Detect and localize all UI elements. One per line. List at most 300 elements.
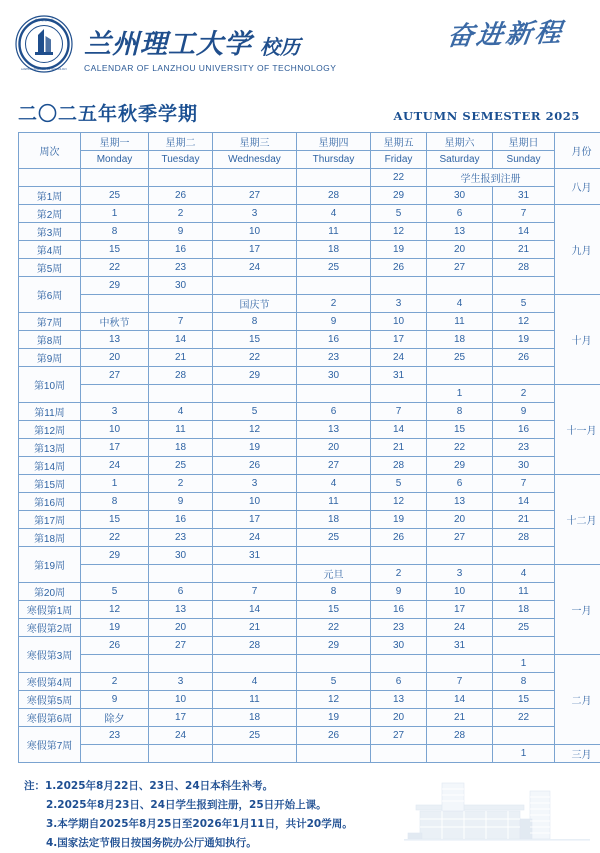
calendar-day-cell: 14 — [493, 493, 555, 511]
calendar-day-cell: 24 — [149, 727, 213, 745]
calendar-day-cell — [81, 655, 149, 673]
calendar-day-cell: 13 — [81, 331, 149, 349]
calendar-day-cell: 26 — [371, 529, 427, 547]
calendar-day-cell: 8 — [81, 493, 149, 511]
calendar-day-cell: 22 — [81, 529, 149, 547]
calendar-day-cell: 1 — [81, 475, 149, 493]
calendar-day-cell — [493, 727, 555, 745]
calendar-day-cell: 5 — [371, 475, 427, 493]
calendar-event-cell: 除夕 — [81, 709, 149, 727]
calendar-day-cell — [81, 565, 149, 583]
calendar-day-cell: 30 — [149, 547, 213, 565]
note-item — [24, 815, 600, 834]
week-label-cell: 第20周 — [19, 583, 81, 601]
calendar-day-cell: 2 — [493, 385, 555, 403]
calendar-day-cell: 11 — [493, 583, 555, 601]
calligraphy-motto: 奋进新程 — [445, 12, 566, 53]
note-text-3: 3.本学期自2025年8月25日至2026年1月11日，共计20学周。 — [46, 818, 353, 830]
calendar-day-cell: 16 — [297, 331, 371, 349]
calendar-day-cell: 19 — [81, 619, 149, 637]
calendar-day-cell: 20 — [427, 241, 493, 259]
calendar-week-row — [19, 403, 600, 421]
calendar-day-cell: 27 — [149, 637, 213, 655]
calendar-week-row — [19, 565, 600, 583]
calendar-day-cell: 23 — [81, 727, 149, 745]
calendar-day-cell: 9 — [493, 403, 555, 421]
month-label-cell: 三月 — [555, 745, 600, 763]
calendar-day-cell — [213, 169, 297, 187]
calendar-day-cell — [297, 277, 371, 295]
calendar-day-cell — [371, 745, 427, 763]
calendar-day-cell: 1 — [427, 385, 493, 403]
calendar-day-cell: 30 — [149, 277, 213, 295]
calendar-day-cell: 26 — [371, 259, 427, 277]
calendar-day-cell: 10 — [149, 691, 213, 709]
calendar-day-cell: 26 — [297, 727, 371, 745]
calendar-day-cell: 22 — [297, 619, 371, 637]
calendar-day-cell: 20 — [371, 709, 427, 727]
calendar-day-cell: 31 — [493, 187, 555, 205]
week-label-cell: 第3周 — [19, 223, 81, 241]
calendar-day-cell: 25 — [81, 187, 149, 205]
calendar-day-cell: 25 — [297, 529, 371, 547]
calendar-day-cell: 18 — [213, 709, 297, 727]
week-label-cell: 第17周 — [19, 511, 81, 529]
calendar-week-row — [19, 511, 600, 529]
calendar-day-cell: 6 — [427, 205, 493, 223]
calendar-day-cell: 25 — [297, 259, 371, 277]
calendar-day-cell: 27 — [427, 259, 493, 277]
month-label-cell: 一月 — [555, 565, 600, 655]
calendar-day-cell: 29 — [297, 637, 371, 655]
calendar-week-row — [19, 547, 600, 565]
calendar-day-cell: 27 — [371, 727, 427, 745]
calendar-day-cell: 15 — [81, 511, 149, 529]
calendar-day-cell: 4 — [427, 295, 493, 313]
calendar-day-cell: 20 — [149, 619, 213, 637]
calendar-day-cell: 15 — [213, 331, 297, 349]
calendar-day-cell — [149, 565, 213, 583]
col-header-day-en-4: Thursday — [297, 151, 371, 169]
calendar-day-cell: 27 — [297, 457, 371, 475]
calendar-week-row — [19, 367, 600, 385]
week-label-cell: 第11周 — [19, 403, 81, 421]
calendar-day-cell: 31 — [371, 367, 427, 385]
calendar-day-cell: 21 — [493, 511, 555, 529]
calendar-day-cell: 28 — [493, 259, 555, 277]
col-header-day-cn-3: 星期三 — [213, 133, 297, 151]
calendar-day-cell: 3 — [213, 475, 297, 493]
calendar-day-cell: 7 — [493, 205, 555, 223]
calendar-day-cell: 14 — [427, 691, 493, 709]
calendar-week-row — [19, 277, 600, 295]
col-header-day-cn-4: 星期四 — [297, 133, 371, 151]
calendar-day-cell: 7 — [493, 475, 555, 493]
notes-prefix: 注： — [24, 780, 45, 792]
note-text-2: 2.2025年8月23日、24日学生报到注册，25日开始上课。 — [46, 799, 327, 811]
calendar-day-cell: 5 — [213, 403, 297, 421]
calendar-day-cell — [493, 547, 555, 565]
calendar-day-cell: 4 — [297, 475, 371, 493]
week-label-cell: 第19周 — [19, 547, 81, 583]
calendar-week-row — [19, 313, 600, 331]
week-label-cell — [19, 169, 81, 187]
calendar-day-cell: 19 — [493, 331, 555, 349]
calendar-week-row — [19, 349, 600, 367]
calendar-day-cell: 22 — [493, 709, 555, 727]
calendar-day-cell: 5 — [371, 205, 427, 223]
month-label-cell: 九月 — [555, 205, 600, 295]
calendar-week-row — [19, 241, 600, 259]
calendar-day-cell: 30 — [371, 637, 427, 655]
calendar-week-row — [19, 457, 600, 475]
calendar-day-cell: 13 — [427, 223, 493, 241]
calendar-day-cell: 9 — [371, 583, 427, 601]
calendar-day-cell — [493, 367, 555, 385]
calendar-day-cell — [149, 655, 213, 673]
calendar-day-cell: 19 — [297, 709, 371, 727]
calendar-week-row — [19, 187, 600, 205]
calendar-day-cell: 17 — [427, 601, 493, 619]
week-label-cell: 第16周 — [19, 493, 81, 511]
calendar-day-cell: 25 — [149, 457, 213, 475]
calendar-day-cell: 25 — [213, 727, 297, 745]
calendar-day-cell: 9 — [81, 691, 149, 709]
calendar-day-cell: 7 — [213, 583, 297, 601]
calendar-day-cell — [297, 745, 371, 763]
calendar-day-cell: 30 — [427, 187, 493, 205]
calendar-day-cell: 21 — [427, 709, 493, 727]
calendar-day-cell: 3 — [149, 673, 213, 691]
calendar-day-cell: 27 — [213, 187, 297, 205]
calendar-day-cell: 27 — [427, 529, 493, 547]
note-item — [24, 796, 600, 815]
calendar-day-cell — [427, 277, 493, 295]
calendar-day-cell — [81, 745, 149, 763]
calendar-day-cell — [149, 295, 213, 313]
calendar-day-cell: 30 — [493, 457, 555, 475]
calendar-day-cell: 16 — [493, 421, 555, 439]
col-header-day-cn-2: 星期二 — [149, 133, 213, 151]
week-label-cell: 寒假第5周 — [19, 691, 81, 709]
header-row-en — [19, 151, 600, 169]
calendar-day-cell: 5 — [81, 583, 149, 601]
note-item — [24, 834, 600, 853]
semester-title-row — [0, 88, 600, 124]
calendar-event-cell: 国庆节 — [213, 295, 297, 313]
calendar-event-cell: 元旦 — [297, 565, 371, 583]
calendar-day-cell: 17 — [371, 331, 427, 349]
calendar-day-cell: 29 — [81, 547, 149, 565]
calendar-day-cell — [427, 547, 493, 565]
calendar-day-cell: 7 — [427, 673, 493, 691]
calendar-week-row — [19, 385, 600, 403]
calendar-week-row — [19, 421, 600, 439]
calendar-day-cell: 15 — [427, 421, 493, 439]
calendar-week-row — [19, 493, 600, 511]
col-header-month: 月份 — [555, 133, 600, 169]
calendar-day-cell: 1 — [493, 655, 555, 673]
calendar-day-cell: 8 — [427, 403, 493, 421]
week-label-cell: 第1周 — [19, 187, 81, 205]
calendar-day-cell: 20 — [297, 439, 371, 457]
calendar-day-cell — [371, 385, 427, 403]
note-text-4: 4.国家法定节假日按国务院办公厅通知执行。 — [46, 837, 257, 849]
col-header-day-en-1: Monday — [81, 151, 149, 169]
week-label-cell: 第12周 — [19, 421, 81, 439]
calendar-table-wrapper — [0, 124, 600, 763]
calendar-day-cell: 12 — [297, 691, 371, 709]
calendar-day-cell — [427, 367, 493, 385]
calendar-day-cell: 14 — [493, 223, 555, 241]
calendar-day-cell — [371, 277, 427, 295]
calendar-week-row — [19, 439, 600, 457]
calendar-day-cell — [213, 655, 297, 673]
week-label-cell: 第10周 — [19, 367, 81, 403]
calendar-day-cell: 26 — [493, 349, 555, 367]
week-label-cell: 寒假第3周 — [19, 637, 81, 673]
col-header-day-cn-6: 星期六 — [427, 133, 493, 151]
calendar-day-cell: 2 — [371, 565, 427, 583]
calendar-week-row — [19, 259, 600, 277]
calendar-day-cell: 18 — [427, 331, 493, 349]
calendar-day-cell: 14 — [149, 331, 213, 349]
calendar-day-cell: 13 — [427, 493, 493, 511]
calendar-day-cell: 11 — [213, 691, 297, 709]
calendar-day-cell: 30 — [297, 367, 371, 385]
calendar-day-cell: 29 — [213, 367, 297, 385]
university-logo-icon — [14, 14, 74, 74]
semester-title-cn: 二〇二五年秋季学期 — [18, 105, 198, 124]
calendar-day-cell: 12 — [81, 601, 149, 619]
calendar-day-cell — [427, 655, 493, 673]
calendar-day-cell — [297, 169, 371, 187]
calendar-day-cell: 24 — [427, 619, 493, 637]
calendar-day-cell: 1 — [493, 745, 555, 763]
calendar-day-cell: 11 — [297, 493, 371, 511]
calendar-day-cell: 25 — [427, 349, 493, 367]
calendar-day-cell: 12 — [493, 313, 555, 331]
calendar-week-row — [19, 169, 600, 187]
calendar-day-cell: 9 — [149, 493, 213, 511]
calendar-day-cell: 17 — [213, 241, 297, 259]
calendar-label-cn: 校历 — [260, 37, 300, 58]
week-label-cell: 第15周 — [19, 475, 81, 493]
calendar-week-row — [19, 331, 600, 349]
month-label-cell: 十二月 — [555, 475, 600, 565]
month-label-cell: 十一月 — [555, 385, 600, 475]
calendar-day-cell: 22 — [427, 439, 493, 457]
week-label-cell: 第7周 — [19, 313, 81, 331]
calendar-day-cell: 10 — [371, 313, 427, 331]
calendar-day-cell: 18 — [493, 601, 555, 619]
calendar-week-row — [19, 727, 600, 745]
calendar-day-cell: 23 — [149, 529, 213, 547]
week-label-cell: 第2周 — [19, 205, 81, 223]
week-label-cell: 第13周 — [19, 439, 81, 457]
calendar-day-cell: 27 — [81, 367, 149, 385]
col-header-day-en-3: Wednesday — [213, 151, 297, 169]
week-label-cell: 第4周 — [19, 241, 81, 259]
header-title-block — [84, 16, 336, 73]
calendar-day-cell: 5 — [493, 295, 555, 313]
calendar-day-cell — [149, 385, 213, 403]
col-header-day-en-5: Friday — [371, 151, 427, 169]
calendar-day-cell: 28 — [149, 367, 213, 385]
calendar-day-cell: 17 — [81, 439, 149, 457]
university-name-en: CALENDAR OF LANZHOU UNIVERSITY OF TECHNOLOGY — [84, 63, 336, 73]
calendar-day-cell: 23 — [493, 439, 555, 457]
calendar-day-cell: 23 — [297, 349, 371, 367]
calendar-day-cell — [493, 637, 555, 655]
calendar-day-cell — [213, 385, 297, 403]
calendar-day-cell: 18 — [297, 241, 371, 259]
calendar-day-cell: 15 — [297, 601, 371, 619]
calendar-day-cell: 18 — [297, 511, 371, 529]
note-item — [24, 777, 600, 796]
calendar-day-cell: 16 — [149, 241, 213, 259]
calendar-day-cell: 6 — [149, 583, 213, 601]
month-label-cell: 八月 — [555, 169, 600, 205]
calendar-event-cell: 中秋节 — [81, 313, 149, 331]
calendar-day-cell: 13 — [371, 691, 427, 709]
calendar-day-cell — [81, 169, 149, 187]
calendar-day-cell: 21 — [149, 349, 213, 367]
calendar-day-cell: 7 — [371, 403, 427, 421]
col-header-day-cn-7: 星期日 — [493, 133, 555, 151]
calendar-day-cell: 3 — [213, 205, 297, 223]
calendar-day-cell: 8 — [81, 223, 149, 241]
calendar-day-cell: 10 — [213, 223, 297, 241]
calendar-day-cell — [149, 745, 213, 763]
calendar-day-cell: 29 — [427, 457, 493, 475]
calendar-week-row — [19, 619, 600, 637]
calendar-week-row — [19, 655, 600, 673]
calendar-day-cell: 10 — [213, 493, 297, 511]
academic-calendar-table — [18, 132, 600, 763]
calendar-day-cell: 24 — [371, 349, 427, 367]
calendar-table-body — [19, 169, 600, 763]
semester-title-en: AUTUMN SEMESTER 2025 — [393, 111, 580, 125]
week-label-cell: 寒假第1周 — [19, 601, 81, 619]
col-header-day-en-2: Tuesday — [149, 151, 213, 169]
calendar-day-cell — [297, 655, 371, 673]
calendar-week-row — [19, 529, 600, 547]
calendar-day-cell — [297, 547, 371, 565]
col-header-day-en-7: Sunday — [493, 151, 555, 169]
col-header-day-cn-5: 星期五 — [371, 133, 427, 151]
calendar-day-cell — [149, 169, 213, 187]
calendar-day-cell: 11 — [427, 313, 493, 331]
calendar-day-cell: 18 — [149, 439, 213, 457]
calendar-day-cell — [371, 655, 427, 673]
week-label-cell: 第18周 — [19, 529, 81, 547]
calendar-day-cell: 6 — [297, 403, 371, 421]
calendar-day-cell: 12 — [371, 493, 427, 511]
calendar-event-cell: 学生报到注册 — [427, 169, 555, 187]
calendar-day-cell: 15 — [493, 691, 555, 709]
calendar-day-cell: 13 — [149, 601, 213, 619]
week-label-cell: 第14周 — [19, 457, 81, 475]
calendar-day-cell — [213, 277, 297, 295]
calendar-day-cell: 19 — [371, 511, 427, 529]
calendar-week-row — [19, 673, 600, 691]
col-header-week: 周次 — [19, 133, 81, 169]
calendar-day-cell — [213, 565, 297, 583]
calendar-day-cell: 2 — [149, 205, 213, 223]
calendar-day-cell: 10 — [81, 421, 149, 439]
calendar-day-cell: 26 — [149, 187, 213, 205]
week-label-cell: 第8周 — [19, 331, 81, 349]
calendar-day-cell: 7 — [149, 313, 213, 331]
calendar-day-cell: 2 — [297, 295, 371, 313]
calendar-day-cell: 9 — [149, 223, 213, 241]
calendar-day-cell: 12 — [213, 421, 297, 439]
header-row-cn — [19, 133, 600, 151]
calendar-day-cell: 20 — [427, 511, 493, 529]
calendar-day-cell: 22 — [81, 259, 149, 277]
col-header-day-cn-1: 星期一 — [81, 133, 149, 151]
calendar-day-cell: 23 — [371, 619, 427, 637]
calendar-day-cell: 31 — [213, 547, 297, 565]
week-label-cell: 第5周 — [19, 259, 81, 277]
calendar-day-cell: 1 — [81, 205, 149, 223]
calendar-day-cell: 24 — [213, 259, 297, 277]
calendar-week-row — [19, 475, 600, 493]
calendar-week-row — [19, 583, 600, 601]
calendar-day-cell: 2 — [149, 475, 213, 493]
calendar-day-cell: 8 — [213, 313, 297, 331]
calendar-day-cell — [81, 295, 149, 313]
calendar-day-cell: 28 — [427, 727, 493, 745]
calendar-day-cell: 4 — [149, 403, 213, 421]
calendar-day-cell: 14 — [371, 421, 427, 439]
calendar-day-cell: 28 — [371, 457, 427, 475]
calendar-day-cell: 17 — [149, 709, 213, 727]
calendar-week-row — [19, 205, 600, 223]
calendar-day-cell: 9 — [297, 313, 371, 331]
calendar-day-cell: 3 — [427, 565, 493, 583]
calendar-day-cell — [213, 745, 297, 763]
calendar-day-cell: 4 — [213, 673, 297, 691]
calendar-day-cell: 22 — [213, 349, 297, 367]
calendar-day-cell: 20 — [81, 349, 149, 367]
week-label-cell: 寒假第2周 — [19, 619, 81, 637]
university-name-cn: 兰州理工大学 — [84, 31, 252, 58]
calendar-day-cell: 28 — [213, 637, 297, 655]
week-label-cell: 第9周 — [19, 349, 81, 367]
calendar-day-cell: 28 — [297, 187, 371, 205]
calendar-day-cell — [493, 277, 555, 295]
calendar-day-cell: 3 — [81, 403, 149, 421]
calendar-day-cell — [297, 385, 371, 403]
calendar-day-cell: 19 — [213, 439, 297, 457]
week-label-cell: 寒假第7周 — [19, 727, 81, 763]
calendar-day-cell: 21 — [493, 241, 555, 259]
svg-text:LANZHOU UNIVERSITY OF TECHNOLO: LANZHOU UNIVERSITY OF TECHNOLOGY — [21, 68, 67, 71]
calendar-day-cell: 26 — [81, 637, 149, 655]
calendar-week-row — [19, 709, 600, 727]
calendar-day-cell: 4 — [297, 205, 371, 223]
calendar-day-cell: 14 — [213, 601, 297, 619]
calendar-day-cell: 17 — [213, 511, 297, 529]
calendar-day-cell: 25 — [493, 619, 555, 637]
calendar-week-row — [19, 691, 600, 709]
calendar-week-row — [19, 637, 600, 655]
calendar-day-cell: 5 — [297, 673, 371, 691]
calendar-day-cell: 6 — [427, 475, 493, 493]
calendar-day-cell: 21 — [213, 619, 297, 637]
